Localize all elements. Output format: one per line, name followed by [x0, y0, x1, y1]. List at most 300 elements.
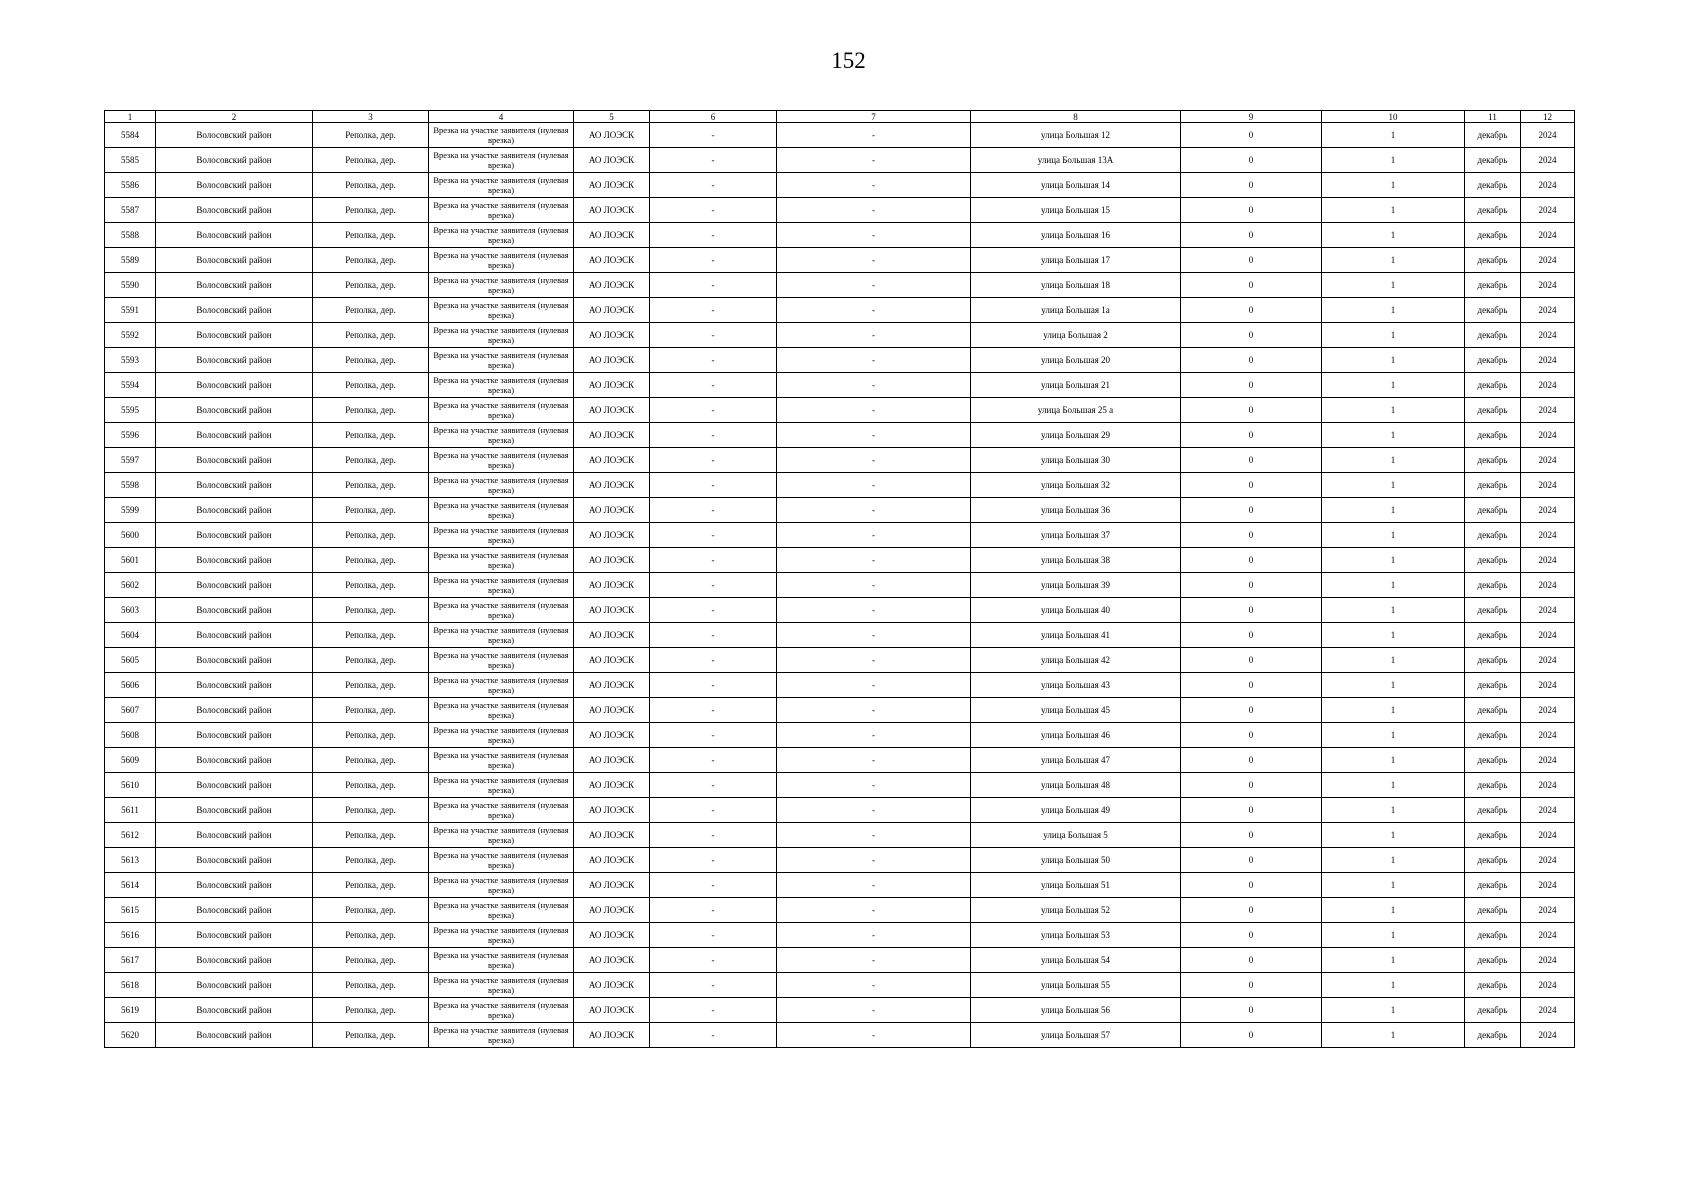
col6-cell: - — [650, 498, 777, 523]
col9-cell: 0 — [1181, 698, 1322, 723]
connection-type-cell: Врезка на участке заявителя (нулевая врезка) — [429, 298, 574, 323]
col7-cell: - — [777, 948, 971, 973]
col9-cell: 0 — [1181, 273, 1322, 298]
address-cell: улица Большая 21 — [971, 373, 1181, 398]
connection-type-cell: Врезка на участке заявителя (нулевая врезка) — [429, 273, 574, 298]
col9-cell: 0 — [1181, 773, 1322, 798]
connection-type-cell: Врезка на участке заявителя (нулевая врезка) — [429, 173, 574, 198]
month-cell: декабрь — [1465, 323, 1521, 348]
row-number-cell: 5620 — [105, 1023, 156, 1048]
district-cell: Волосовский район — [156, 673, 313, 698]
connection-type-cell: Врезка на участке заявителя (нулевая врезка) — [429, 998, 574, 1023]
address-cell: улица Большая 1а — [971, 298, 1181, 323]
col7-cell: - — [777, 148, 971, 173]
col9-cell: 0 — [1181, 823, 1322, 848]
col10-cell: 1 — [1322, 523, 1465, 548]
district-cell: Волосовский район — [156, 1023, 313, 1048]
month-cell: декабрь — [1465, 673, 1521, 698]
row-number-cell: 5619 — [105, 998, 156, 1023]
month-cell: декабрь — [1465, 798, 1521, 823]
year-cell: 2024 — [1521, 923, 1575, 948]
col10-cell: 1 — [1322, 323, 1465, 348]
locality-cell: Реполка, дер. — [313, 673, 429, 698]
col7-cell: - — [777, 623, 971, 648]
col9-cell: 0 — [1181, 998, 1322, 1023]
address-cell: улица Большая 17 — [971, 248, 1181, 273]
row-number-cell: 5595 — [105, 398, 156, 423]
year-cell: 2024 — [1521, 273, 1575, 298]
district-cell: Волосовский район — [156, 273, 313, 298]
table-row — [105, 523, 1575, 548]
operator-cell: АО ЛОЭСК — [574, 648, 650, 673]
col9-cell: 0 — [1181, 223, 1322, 248]
table-row — [105, 448, 1575, 473]
col6-cell: - — [650, 548, 777, 573]
year-cell: 2024 — [1521, 848, 1575, 873]
district-cell: Волосовский район — [156, 848, 313, 873]
table-row — [105, 973, 1575, 998]
locality-cell: Реполка, дер. — [313, 423, 429, 448]
district-cell: Волосовский район — [156, 298, 313, 323]
address-cell: улица Большая 50 — [971, 848, 1181, 873]
col9-cell: 0 — [1181, 198, 1322, 223]
col10-cell: 1 — [1322, 373, 1465, 398]
row-number-cell: 5605 — [105, 648, 156, 673]
row-number-cell: 5589 — [105, 248, 156, 273]
operator-cell: АО ЛОЭСК — [574, 348, 650, 373]
col10-cell: 1 — [1322, 548, 1465, 573]
col7-cell: - — [777, 848, 971, 873]
month-cell: декабрь — [1465, 473, 1521, 498]
locality-cell: Реполка, дер. — [313, 123, 429, 148]
table-row — [105, 473, 1575, 498]
row-number-cell: 5611 — [105, 798, 156, 823]
locality-cell: Реполка, дер. — [313, 1023, 429, 1048]
district-cell: Волосовский район — [156, 623, 313, 648]
col10-cell: 1 — [1322, 573, 1465, 598]
connection-type-cell: Врезка на участке заявителя (нулевая врезка) — [429, 123, 574, 148]
col7-cell: - — [777, 873, 971, 898]
col7-cell: - — [777, 448, 971, 473]
page-number: 152 — [831, 48, 866, 73]
table-row — [105, 1023, 1575, 1048]
year-cell: 2024 — [1521, 423, 1575, 448]
row-number-cell: 5612 — [105, 823, 156, 848]
district-cell: Волосовский район — [156, 823, 313, 848]
year-cell: 2024 — [1521, 723, 1575, 748]
col10-cell: 1 — [1322, 398, 1465, 423]
col6-cell: - — [650, 898, 777, 923]
col6-cell: - — [650, 323, 777, 348]
col10-cell: 1 — [1322, 848, 1465, 873]
address-cell: улица Большая 45 — [971, 698, 1181, 723]
year-cell: 2024 — [1521, 798, 1575, 823]
row-number-cell: 5584 — [105, 123, 156, 148]
connection-type-cell: Врезка на участке заявителя (нулевая врезка) — [429, 923, 574, 948]
row-number-cell: 5599 — [105, 498, 156, 523]
col7-cell: - — [777, 898, 971, 923]
table-row — [105, 348, 1575, 373]
address-cell: улица Большая 2 — [971, 323, 1181, 348]
table-row — [105, 723, 1575, 748]
district-cell: Волосовский район — [156, 123, 313, 148]
col9-cell: 0 — [1181, 398, 1322, 423]
col6-cell: - — [650, 298, 777, 323]
col7-cell: - — [777, 423, 971, 448]
table-row — [105, 773, 1575, 798]
year-cell: 2024 — [1521, 223, 1575, 248]
connection-type-cell: Врезка на участке заявителя (нулевая врезка) — [429, 648, 574, 673]
operator-cell: АО ЛОЭСК — [574, 373, 650, 398]
col7-cell: - — [777, 598, 971, 623]
address-cell: улица Большая 20 — [971, 348, 1181, 373]
col6-cell: - — [650, 398, 777, 423]
locality-cell: Реполка, дер. — [313, 198, 429, 223]
connection-type-cell: Врезка на участке заявителя (нулевая врезка) — [429, 348, 574, 373]
column-header-2: 2 — [156, 111, 313, 123]
row-number-cell: 5614 — [105, 873, 156, 898]
year-cell: 2024 — [1521, 598, 1575, 623]
district-cell: Волосовский район — [156, 423, 313, 448]
address-cell: улица Большая 37 — [971, 523, 1181, 548]
operator-cell: АО ЛОЭСК — [574, 448, 650, 473]
address-cell: улица Большая 47 — [971, 748, 1181, 773]
column-header-5: 5 — [574, 111, 650, 123]
locality-cell: Реполка, дер. — [313, 273, 429, 298]
connection-type-cell: Врезка на участке заявителя (нулевая врезка) — [429, 223, 574, 248]
year-cell: 2024 — [1521, 773, 1575, 798]
month-cell: декабрь — [1465, 623, 1521, 648]
operator-cell: АО ЛОЭСК — [574, 773, 650, 798]
col10-cell: 1 — [1322, 648, 1465, 673]
column-header-4: 4 — [429, 111, 574, 123]
locality-cell: Реполка, дер. — [313, 448, 429, 473]
locality-cell: Реполка, дер. — [313, 298, 429, 323]
col10-cell: 1 — [1322, 173, 1465, 198]
district-cell: Волосовский район — [156, 698, 313, 723]
locality-cell: Реполка, дер. — [313, 698, 429, 723]
col6-cell: - — [650, 998, 777, 1023]
connection-type-cell: Врезка на участке заявителя (нулевая врезка) — [429, 148, 574, 173]
locality-cell: Реполка, дер. — [313, 648, 429, 673]
col7-cell: - — [777, 648, 971, 673]
address-cell: улица Большая 57 — [971, 1023, 1181, 1048]
col9-cell: 0 — [1181, 123, 1322, 148]
address-cell: улица Большая 46 — [971, 723, 1181, 748]
row-number-cell: 5601 — [105, 548, 156, 573]
locality-cell: Реполка, дер. — [313, 323, 429, 348]
address-cell: улица Большая 48 — [971, 773, 1181, 798]
month-cell: декабрь — [1465, 1023, 1521, 1048]
row-number-cell: 5588 — [105, 223, 156, 248]
year-cell: 2024 — [1521, 948, 1575, 973]
table-row — [105, 498, 1575, 523]
col7-cell: - — [777, 523, 971, 548]
district-cell: Волосовский район — [156, 223, 313, 248]
district-cell: Волосовский район — [156, 248, 313, 273]
col7-cell: - — [777, 723, 971, 748]
col9-cell: 0 — [1181, 798, 1322, 823]
operator-cell: АО ЛОЭСК — [574, 948, 650, 973]
col6-cell: - — [650, 598, 777, 623]
district-cell: Волосовский район — [156, 323, 313, 348]
col7-cell: - — [777, 498, 971, 523]
address-cell: улица Большая 18 — [971, 273, 1181, 298]
year-cell: 2024 — [1521, 898, 1575, 923]
address-cell: улица Большая 54 — [971, 948, 1181, 973]
col7-cell: - — [777, 373, 971, 398]
district-cell: Волосовский район — [156, 548, 313, 573]
table-row — [105, 698, 1575, 723]
table-row — [105, 923, 1575, 948]
table-row — [105, 873, 1575, 898]
operator-cell: АО ЛОЭСК — [574, 523, 650, 548]
col9-cell: 0 — [1181, 548, 1322, 573]
column-header-12: 12 — [1521, 111, 1575, 123]
connection-type-cell: Врезка на участке заявителя (нулевая врезка) — [429, 548, 574, 573]
row-number-cell: 5604 — [105, 623, 156, 648]
col9-cell: 0 — [1181, 673, 1322, 698]
month-cell: декабрь — [1465, 548, 1521, 573]
table-row — [105, 398, 1575, 423]
connection-type-cell: Врезка на участке заявителя (нулевая врезка) — [429, 323, 574, 348]
month-cell: декабрь — [1465, 648, 1521, 673]
table-row — [105, 373, 1575, 398]
col10-cell: 1 — [1322, 248, 1465, 273]
col6-cell: - — [650, 948, 777, 973]
locality-cell: Реполка, дер. — [313, 723, 429, 748]
row-number-cell: 5616 — [105, 923, 156, 948]
connection-type-cell: Врезка на участке заявителя (нулевая врезка) — [429, 748, 574, 773]
locality-cell: Реполка, дер. — [313, 248, 429, 273]
locality-cell: Реполка, дер. — [313, 223, 429, 248]
header-row — [105, 111, 1575, 123]
col6-cell: - — [650, 198, 777, 223]
col9-cell: 0 — [1181, 323, 1322, 348]
year-cell: 2024 — [1521, 373, 1575, 398]
col10-cell: 1 — [1322, 123, 1465, 148]
connection-type-cell: Врезка на участке заявителя (нулевая врезка) — [429, 1023, 574, 1048]
col10-cell: 1 — [1322, 723, 1465, 748]
col7-cell: - — [777, 573, 971, 598]
address-cell: улица Большая 40 — [971, 598, 1181, 623]
col7-cell: - — [777, 923, 971, 948]
address-cell: улица Большая 14 — [971, 173, 1181, 198]
address-cell: улица Большая 55 — [971, 973, 1181, 998]
operator-cell: АО ЛОЭСК — [574, 623, 650, 648]
table-row — [105, 248, 1575, 273]
col10-cell: 1 — [1322, 198, 1465, 223]
col6-cell: - — [650, 423, 777, 448]
month-cell: декабрь — [1465, 123, 1521, 148]
connection-type-cell: Врезка на участке заявителя (нулевая врезка) — [429, 623, 574, 648]
row-number-cell: 5598 — [105, 473, 156, 498]
col10-cell: 1 — [1322, 698, 1465, 723]
month-cell: декабрь — [1465, 998, 1521, 1023]
year-cell: 2024 — [1521, 148, 1575, 173]
table-row — [105, 998, 1575, 1023]
col9-cell: 0 — [1181, 498, 1322, 523]
month-cell: декабрь — [1465, 898, 1521, 923]
year-cell: 2024 — [1521, 123, 1575, 148]
row-number-cell: 5615 — [105, 898, 156, 923]
connection-type-cell: Врезка на участке заявителя (нулевая врезка) — [429, 698, 574, 723]
locality-cell: Реполка, дер. — [313, 848, 429, 873]
year-cell: 2024 — [1521, 448, 1575, 473]
year-cell: 2024 — [1521, 823, 1575, 848]
locality-cell: Реполка, дер. — [313, 898, 429, 923]
address-cell: улица Большая 42 — [971, 648, 1181, 673]
connection-type-cell: Врезка на участке заявителя (нулевая врезка) — [429, 848, 574, 873]
connection-type-cell: Врезка на участке заявителя (нулевая врезка) — [429, 898, 574, 923]
column-header-3: 3 — [313, 111, 429, 123]
col7-cell: - — [777, 823, 971, 848]
connection-type-cell: Врезка на участке заявителя (нулевая врезка) — [429, 523, 574, 548]
locality-cell: Реполка, дер. — [313, 398, 429, 423]
year-cell: 2024 — [1521, 523, 1575, 548]
year-cell: 2024 — [1521, 248, 1575, 273]
locality-cell: Реполка, дер. — [313, 573, 429, 598]
col6-cell: - — [650, 923, 777, 948]
district-cell: Волосовский район — [156, 348, 313, 373]
col6-cell: - — [650, 748, 777, 773]
row-number-cell: 5587 — [105, 198, 156, 223]
col10-cell: 1 — [1322, 973, 1465, 998]
connection-type-cell: Врезка на участке заявителя (нулевая врезка) — [429, 448, 574, 473]
table-row — [105, 123, 1575, 148]
col10-cell: 1 — [1322, 748, 1465, 773]
connection-type-cell: Врезка на участке заявителя (нулевая врезка) — [429, 398, 574, 423]
col6-cell: - — [650, 648, 777, 673]
col6-cell: - — [650, 673, 777, 698]
locality-cell: Реполка, дер. — [313, 948, 429, 973]
table-row — [105, 323, 1575, 348]
month-cell: декабрь — [1465, 523, 1521, 548]
col7-cell: - — [777, 798, 971, 823]
col9-cell: 0 — [1181, 248, 1322, 273]
col9-cell: 0 — [1181, 648, 1322, 673]
month-cell: декабрь — [1465, 698, 1521, 723]
col7-cell: - — [777, 223, 971, 248]
col7-cell: - — [777, 473, 971, 498]
col9-cell: 0 — [1181, 973, 1322, 998]
address-cell: улица Большая 25 а — [971, 398, 1181, 423]
col10-cell: 1 — [1322, 223, 1465, 248]
col6-cell: - — [650, 698, 777, 723]
col10-cell: 1 — [1322, 773, 1465, 798]
year-cell: 2024 — [1521, 298, 1575, 323]
col10-cell: 1 — [1322, 148, 1465, 173]
col6-cell: - — [650, 173, 777, 198]
col7-cell: - — [777, 248, 971, 273]
col10-cell: 1 — [1322, 798, 1465, 823]
connection-type-cell: Врезка на участке заявителя (нулевая врезка) — [429, 473, 574, 498]
address-cell: улица Большая 52 — [971, 898, 1181, 923]
col6-cell: - — [650, 473, 777, 498]
address-cell: улица Большая 5 — [971, 823, 1181, 848]
year-cell: 2024 — [1521, 548, 1575, 573]
operator-cell: АО ЛОЭСК — [574, 698, 650, 723]
address-cell: улица Большая 51 — [971, 873, 1181, 898]
operator-cell: АО ЛОЭСК — [574, 823, 650, 848]
col7-cell: - — [777, 673, 971, 698]
col6-cell: - — [650, 448, 777, 473]
col10-cell: 1 — [1322, 448, 1465, 473]
locality-cell: Реполка, дер. — [313, 973, 429, 998]
row-number-cell: 5618 — [105, 973, 156, 998]
col10-cell: 1 — [1322, 298, 1465, 323]
col6-cell: - — [650, 773, 777, 798]
col7-cell: - — [777, 323, 971, 348]
operator-cell: АО ЛОЭСК — [574, 573, 650, 598]
connection-type-cell: Врезка на участке заявителя (нулевая врезка) — [429, 873, 574, 898]
col9-cell: 0 — [1181, 598, 1322, 623]
connection-type-cell: Врезка на участке заявителя (нулевая врезка) — [429, 598, 574, 623]
row-number-cell: 5600 — [105, 523, 156, 548]
operator-cell: АО ЛОЭСК — [574, 848, 650, 873]
connection-type-cell: Врезка на участке заявителя (нулевая врезка) — [429, 373, 574, 398]
col7-cell: - — [777, 298, 971, 323]
col10-cell: 1 — [1322, 948, 1465, 973]
year-cell: 2024 — [1521, 698, 1575, 723]
col9-cell: 0 — [1181, 623, 1322, 648]
address-cell: улица Большая 15 — [971, 198, 1181, 223]
col9-cell: 0 — [1181, 148, 1322, 173]
locality-cell: Реполка, дер. — [313, 823, 429, 848]
district-cell: Волосовский район — [156, 998, 313, 1023]
month-cell: декабрь — [1465, 398, 1521, 423]
col7-cell: - — [777, 773, 971, 798]
connection-type-cell: Врезка на участке заявителя (нулевая врезка) — [429, 948, 574, 973]
col10-cell: 1 — [1322, 623, 1465, 648]
col6-cell: - — [650, 623, 777, 648]
col6-cell: - — [650, 798, 777, 823]
year-cell: 2024 — [1521, 398, 1575, 423]
row-number-cell: 5591 — [105, 298, 156, 323]
locality-cell: Реполка, дер. — [313, 748, 429, 773]
col6-cell: - — [650, 723, 777, 748]
year-cell: 2024 — [1521, 498, 1575, 523]
month-cell: декабрь — [1465, 773, 1521, 798]
table-row — [105, 423, 1575, 448]
operator-cell: АО ЛОЭСК — [574, 223, 650, 248]
district-cell: Волосовский район — [156, 873, 313, 898]
district-cell: Волосовский район — [156, 448, 313, 473]
connection-type-cell: Врезка на участке заявителя (нулевая врезка) — [429, 198, 574, 223]
row-number-cell: 5594 — [105, 373, 156, 398]
locality-cell: Реполка, дер. — [313, 148, 429, 173]
operator-cell: АО ЛОЭСК — [574, 198, 650, 223]
row-number-cell: 5597 — [105, 448, 156, 473]
year-cell: 2024 — [1521, 623, 1575, 648]
column-header-1: 1 — [105, 111, 156, 123]
table-row — [105, 548, 1575, 573]
col6-cell: - — [650, 148, 777, 173]
district-cell: Волосовский район — [156, 598, 313, 623]
month-cell: декабрь — [1465, 873, 1521, 898]
locality-cell: Реполка, дер. — [313, 998, 429, 1023]
table-row — [105, 673, 1575, 698]
col9-cell: 0 — [1181, 373, 1322, 398]
locality-cell: Реполка, дер. — [313, 773, 429, 798]
district-cell: Волосовский район — [156, 498, 313, 523]
month-cell: декабрь — [1465, 948, 1521, 973]
col10-cell: 1 — [1322, 823, 1465, 848]
year-cell: 2024 — [1521, 1023, 1575, 1048]
col7-cell: - — [777, 698, 971, 723]
address-cell: улица Большая 16 — [971, 223, 1181, 248]
locality-cell: Реполка, дер. — [313, 173, 429, 198]
